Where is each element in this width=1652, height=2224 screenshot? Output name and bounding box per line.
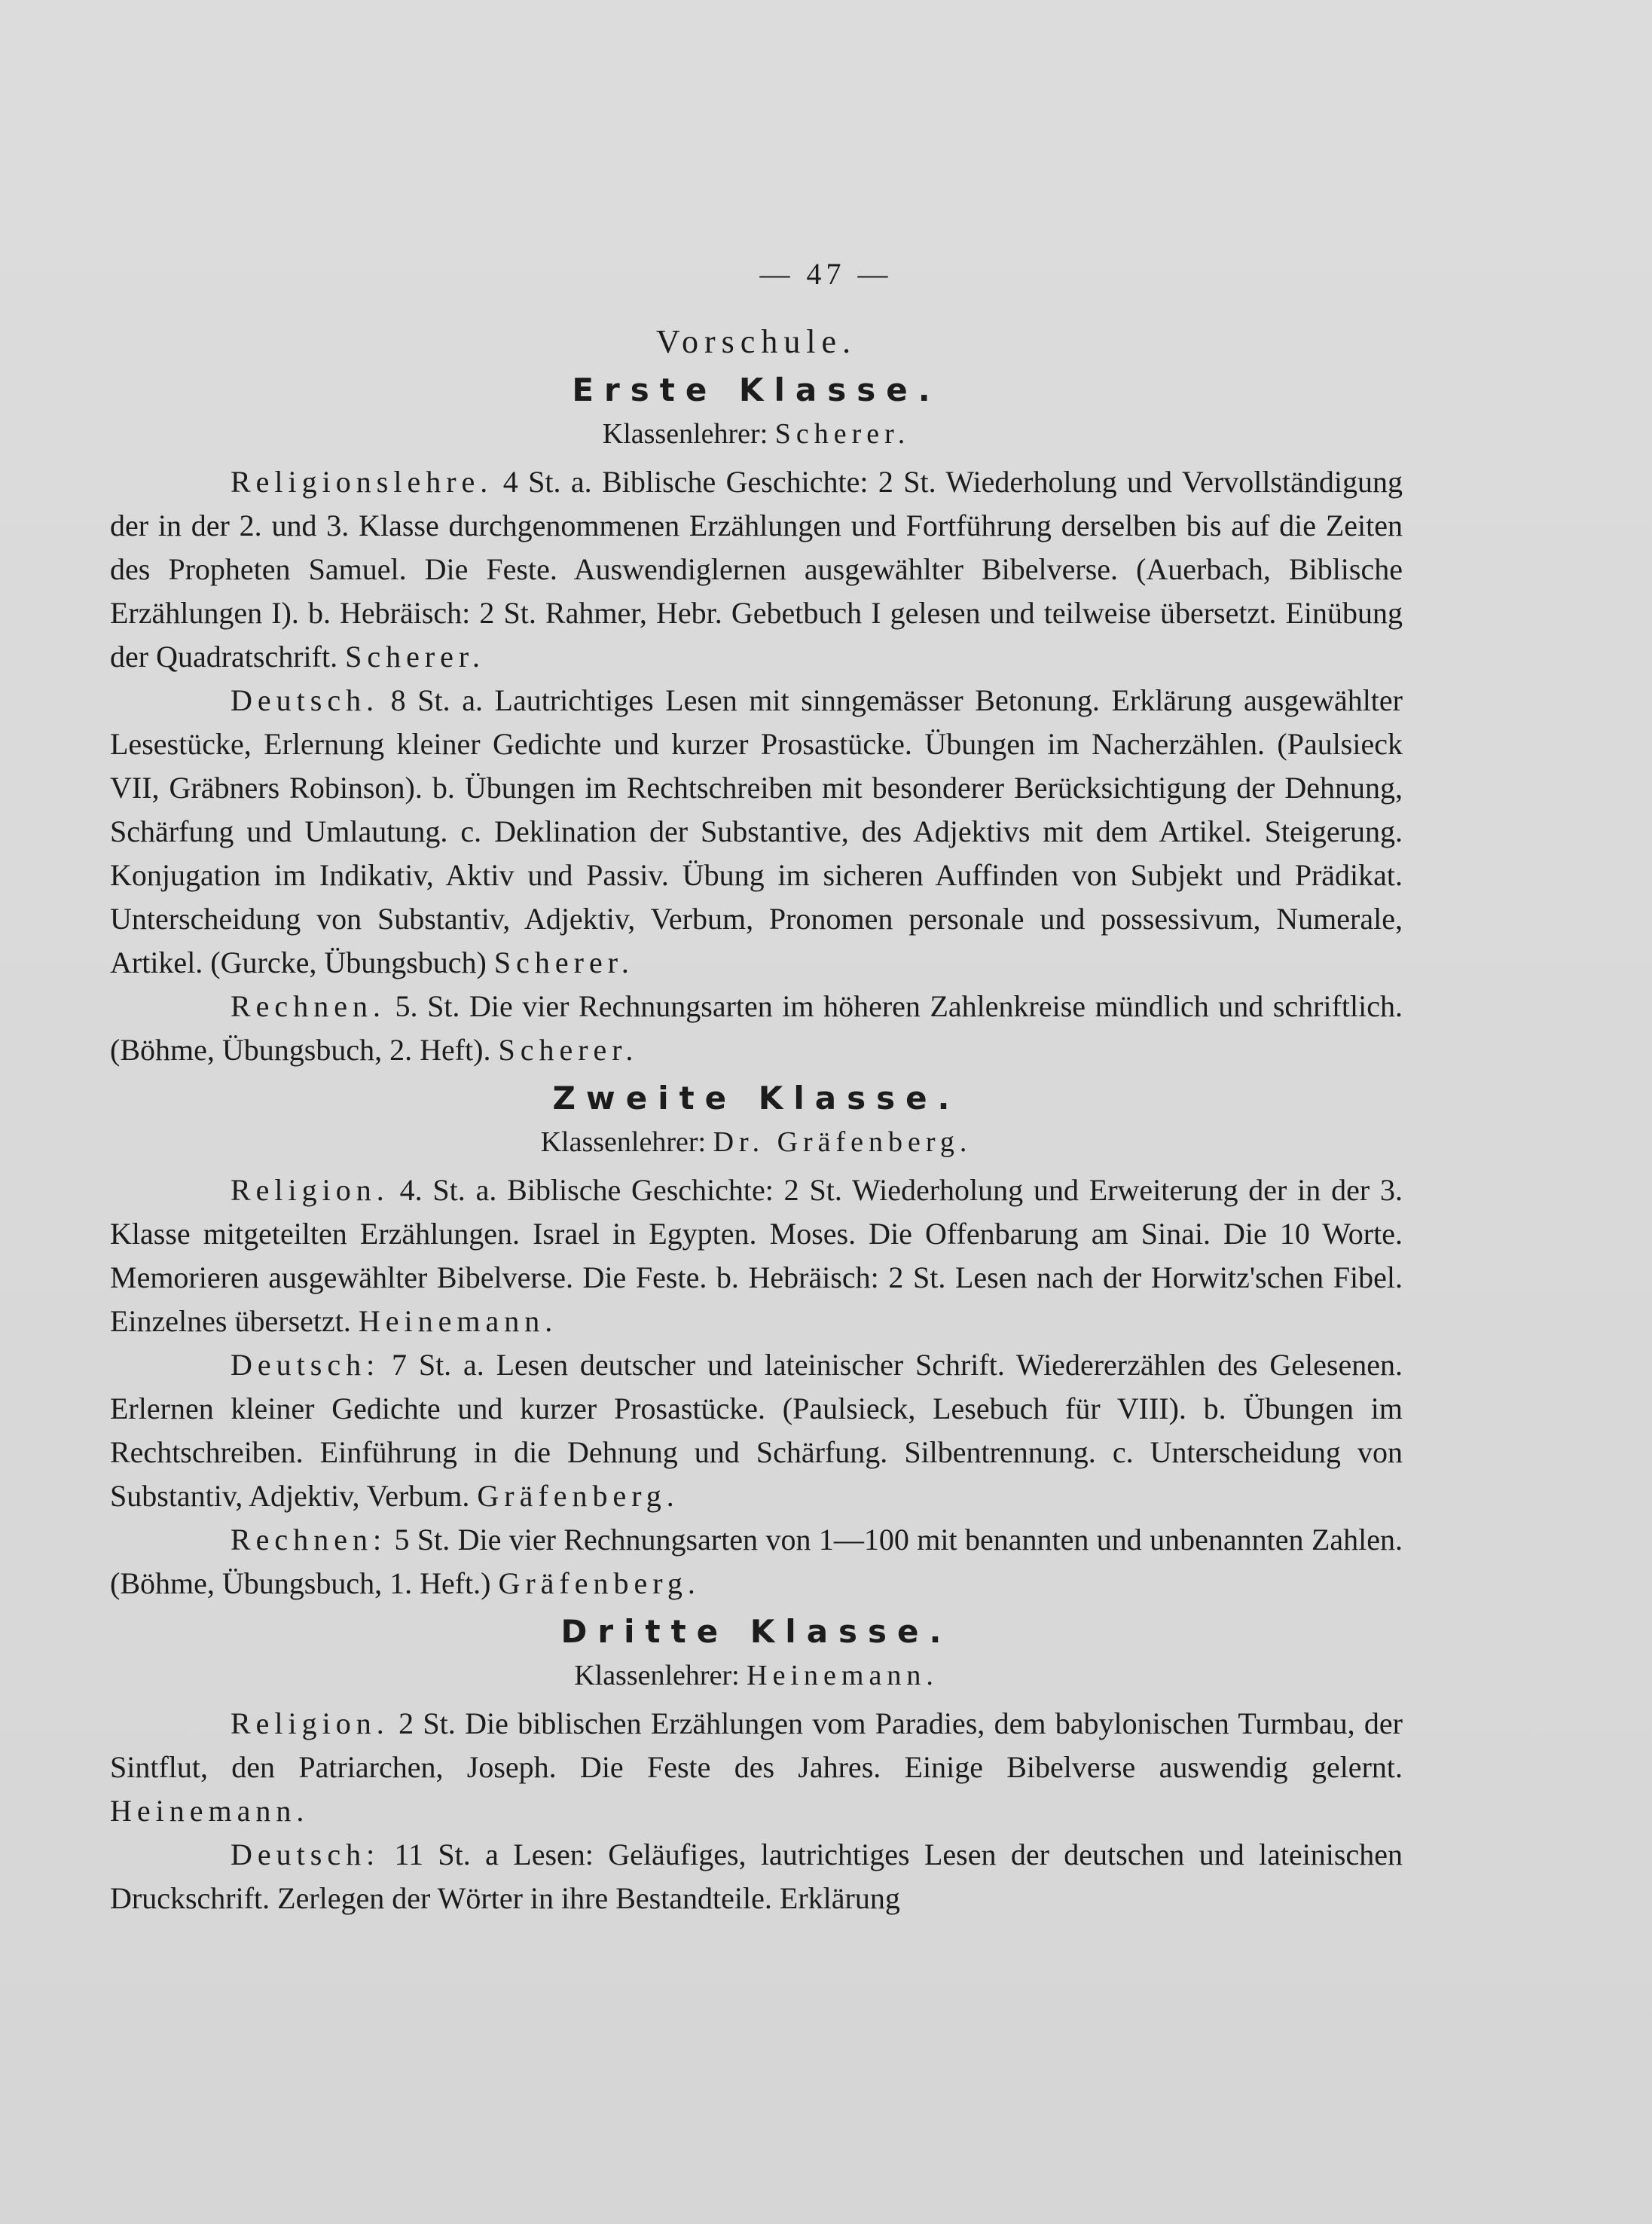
subject-paragraph — [110, 1702, 1403, 1833]
subject-teacher: Heinemann. — [110, 1794, 310, 1828]
subject-text: 11 St. a Lesen: Geläufiges, lautrichtiges Lesen der deutschen und lateinischen Druckschrift. Zerlegen der Wörter in ihre Bestandteile. Erklärung — [110, 1838, 1403, 1915]
class-title: Zweite Klasse. — [552, 1080, 960, 1117]
subject-text: 7 St. a. Lesen deutscher und lateinischer Schrift. Wiedererzählen des Gelesenen. Erlernen kleiner Gedichte und kurzer Prosastücke. (Paulsieck, Lesebuch für VIII). b. Übungen im Rechtschreiben. Einführung in die Dehnung und Schärfung. Silbentrennung. c. Unterscheidung von Substantiv, Adjektiv, Verbum. — [110, 1348, 1403, 1513]
subject-teacher: Heinemann. — [358, 1304, 558, 1338]
teacher-label: Klassenlehrer: — [540, 1126, 707, 1158]
class-section-zweite — [110, 1077, 1403, 1605]
subject-text: 5. St. Die vier Rechnungsarten im höheren Zahlenkreise mündlich und schriftlich. (Böhme, Übungsbuch, 2. Heft). — [110, 989, 1403, 1067]
subject-name: Deutsch. — [231, 683, 380, 717]
subject-name: Rechnen. — [231, 989, 386, 1023]
subject-paragraph — [110, 1518, 1403, 1605]
subject-name: Religionslehre. — [231, 465, 493, 499]
subject-name: Deutsch: — [231, 1838, 380, 1871]
subject-text: 5 St. Die vier Rechnungsarten von 1—100 mit benannten und unbenannten Zahlen. (Böhme, Übungsbuch, 1. Heft.) — [110, 1523, 1403, 1600]
class-section-dritte — [110, 1610, 1403, 1920]
teacher-label: Klassenlehrer: — [602, 418, 768, 450]
subject-text: 4. St. a. Biblische Geschichte: 2 St. Wiederholung und Erweiterung der in der 3. Klasse mitgeteilten Erzählungen. Israel in Egypten. Moses. Die Offenbarung am Sinai. Die 10 Worte. Memorieren ausgewählter Bibelverse. Die Feste. b. Hebräisch: 2 St. Lesen nach der Horwitz'schen Fibel. Einzelnes übersetzt. — [110, 1173, 1403, 1338]
subject-paragraph — [110, 679, 1403, 985]
subject-text: 8 St. a. Lautrichtiges Lesen mit sinngemässer Betonung. Erklärung ausgewählter Lesestücke, Erlernung kleiner Gedichte und kurzer Prosastücke. Übungen im Nacherzählen. (Paulsieck VII, Gräbners Robinson). b. Übungen im Rechtschreiben mit besonderer Berücksichtigung der Dehnung, Schärfung und Umlautung. c. Deklination der Substantive, des Adjektivs mit dem Artikel. Steigerung. Konjugation im Indikativ, Aktiv und Passiv. Übung im sicheren Auffinden von Subjekt und Prädikat. Unterscheidung von Substantiv, Adjektiv, Verbum, Pronomen personale und possessivum, Numerale, Artikel. (Gurcke, Übungsbuch) — [110, 683, 1403, 979]
class-teacher-line — [110, 1654, 1403, 1697]
subject-teacher: Gräfenberg. — [477, 1479, 679, 1513]
subject-name: Rechnen: — [231, 1523, 387, 1556]
class-section-erste — [110, 368, 1403, 1072]
class-teacher-line — [110, 412, 1403, 456]
school-title: Vorschule. — [655, 323, 857, 360]
subject-paragraph — [110, 1169, 1403, 1343]
class-title: Erste Klasse. — [572, 371, 941, 408]
subject-teacher: Scherer. — [493, 946, 634, 979]
page-number: — 47 — — [759, 257, 893, 291]
teacher-name: Heinemann. — [747, 1660, 939, 1691]
subject-text: 4 St. a. Biblische Geschichte: 2 St. Wiederholung und Vervollständigung der in der 2. und 3. Klasse durchgenommenen Erzählungen und Fortführung derselben bis auf die Zeiten des Propheten Samuel. Die Feste. Auswendiglernen ausgewählter Bibelverse. (Auerbach, Biblische Erzählungen I). b. Hebräisch: 2 St. Rahmer, Hebr. Gebetbuch I gelesen und teilweise übersetzt. Einübung der Quadratschrift. — [110, 465, 1403, 674]
subject-paragraph — [110, 460, 1403, 679]
teacher-label: Klassenlehrer: — [574, 1660, 740, 1691]
subject-text: 2 St. Die biblischen Erzählungen vom Paradies, dem babylonischen Turmbau, der Sintflut, den Patriarchen, Joseph. Die Feste des Jahres. Einige Bibelverse auswendig gelernt. — [110, 1706, 1403, 1784]
subject-teacher: Gräfenberg. — [498, 1566, 701, 1600]
class-teacher-line — [110, 1120, 1403, 1164]
class-title: Dritte Klasse. — [560, 1613, 952, 1650]
subject-name: Religion. — [231, 1173, 389, 1207]
text-column — [110, 320, 1403, 1925]
teacher-name: Dr. Gräfenberg. — [713, 1126, 973, 1158]
teacher-name: Scherer. — [774, 418, 911, 450]
subject-teacher: Scherer. — [345, 640, 486, 674]
subject-name: Deutsch: — [231, 1348, 380, 1382]
subject-teacher: Scherer. — [498, 1033, 639, 1067]
subject-paragraph — [110, 1343, 1403, 1518]
subject-paragraph — [110, 1833, 1403, 1920]
subject-name: Religion. — [231, 1706, 389, 1740]
subject-paragraph — [110, 985, 1403, 1072]
